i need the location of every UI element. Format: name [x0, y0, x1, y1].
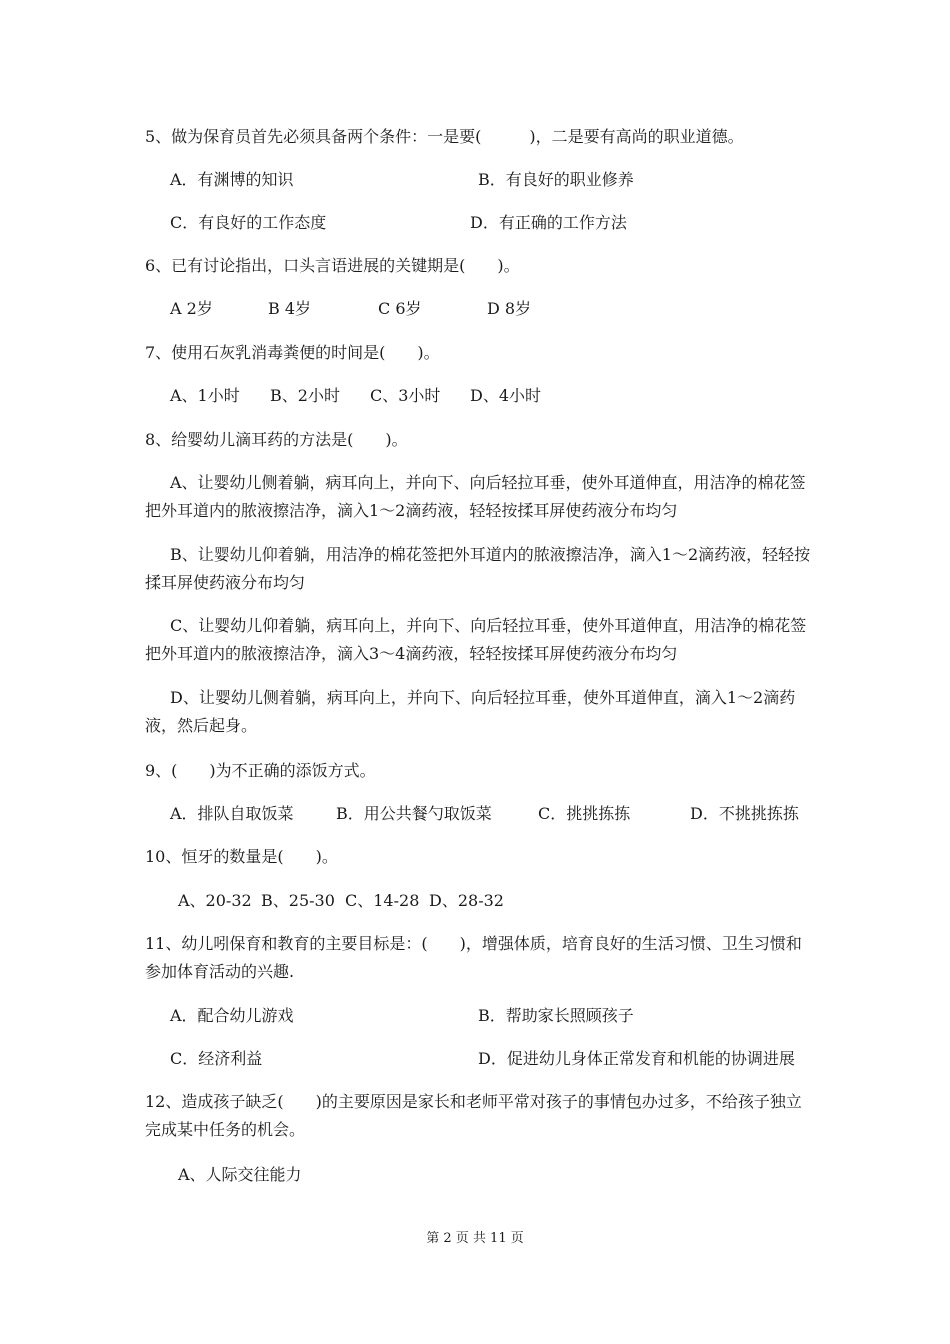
question-6-option-b: B 4岁 [268, 299, 312, 318]
question-5-option-b: B．有良好的职业修养 [478, 170, 634, 189]
question-10-stem: 10、恒牙的数量是( )。 [145, 847, 338, 866]
question-7-option-b: B、2小时 [270, 386, 340, 405]
question-7-stem: 7、使用石灰乳消毒粪便的时间是( )。 [145, 343, 440, 362]
question-8-option-b: B、让婴幼儿仰着躺，用洁净的棉花签把外耳道内的脓液擦洁净，滴入1～2滴药液，轻轻按揉耳屏使药液分布均匀 [145, 545, 811, 592]
question-11-option-a: A．配合幼儿游戏 [170, 1006, 294, 1025]
question-5-option-a: A．有渊博的知识 [170, 170, 294, 189]
page-number-footer: 第 2 页 共 11 页 [426, 1231, 524, 1246]
question-9-stem: 9、( )为不正确的添饭方式。 [145, 761, 376, 780]
question-6-option-c: C 6岁 [378, 299, 422, 318]
question-10-option-a: A、20-32 [178, 891, 252, 910]
question-12-option-a: A、人际交往能力 [178, 1165, 302, 1184]
question-5-option-c: C．有良好的工作态度 [170, 213, 327, 232]
question-6-stem: 6、已有讨论指出，口头言语进展的关键期是( )。 [145, 256, 520, 275]
question-10-option-c: C、14-28 [345, 891, 420, 910]
question-7-option-a: A、1小时 [170, 386, 240, 405]
question-8-option-c: C、让婴幼儿仰着躺，病耳向上，并向下、向后轻拉耳垂，使外耳道伸直，用洁净的棉花签把外耳道内的脓液擦洁净，滴入3～4滴药液，轻轻按揉耳屏使药液分布均匀 [145, 616, 807, 663]
question-8-option-d: D、让婴幼儿侧着躺，病耳向上，并向下、向后轻拉耳垂，使外耳道伸直，滴入1～2滴药液，然后起身。 [145, 688, 796, 735]
question-9-option-a: A．排队自取饭菜 [170, 804, 294, 823]
question-12-stem: 12、造成孩子缺乏( )的主要原因是家长和老师平常对孩子的事情包办过多，不给孩子独立完成某中任务的机会。 [145, 1092, 802, 1139]
question-6-option-a: A 2岁 [170, 299, 213, 318]
question-9-option-d: D．不挑挑拣拣 [690, 804, 799, 823]
question-8-stem: 8、给婴幼儿滴耳药的方法是( )。 [145, 430, 408, 449]
question-6-option-d: D 8岁 [487, 299, 532, 318]
question-8-option-a: A、让婴幼儿侧着躺，病耳向上，并向下、向后轻拉耳垂，使外耳道伸直，用洁净的棉花签把外耳道内的脓液擦洁净，滴入1～2滴药液，轻轻按揉耳屏使药液分布均匀 [145, 473, 806, 520]
question-11-option-c: C．经济利益 [170, 1049, 263, 1068]
question-11-option-d: D．促进幼儿身体正常发育和机能的协调进展 [478, 1049, 795, 1068]
question-10-option-d: D、28-32 [429, 891, 504, 910]
question-9-option-c: C．挑挑拣拣 [538, 804, 631, 823]
question-5-stem: 5、做为保育员首先必须具备两个条件：一是要( )，二是要有高尚的职业道德。 [145, 127, 744, 146]
question-11-stem: 11、幼儿吲保育和教育的主要目标是：( )，增强体质，培育良好的生活习惯、卫生习惯和参加体育活动的兴趣. [145, 934, 802, 981]
question-9-option-b: B．用公共餐勺取饭菜 [336, 804, 492, 823]
question-10-option-b: B、25-30 [261, 891, 335, 910]
question-7-option-d: D、4小时 [470, 386, 542, 405]
question-7-option-c: C、3小时 [370, 386, 441, 405]
question-11-option-b: B．帮助家长照顾孩子 [478, 1006, 634, 1025]
question-5-option-d: D．有正确的工作方法 [470, 213, 627, 232]
